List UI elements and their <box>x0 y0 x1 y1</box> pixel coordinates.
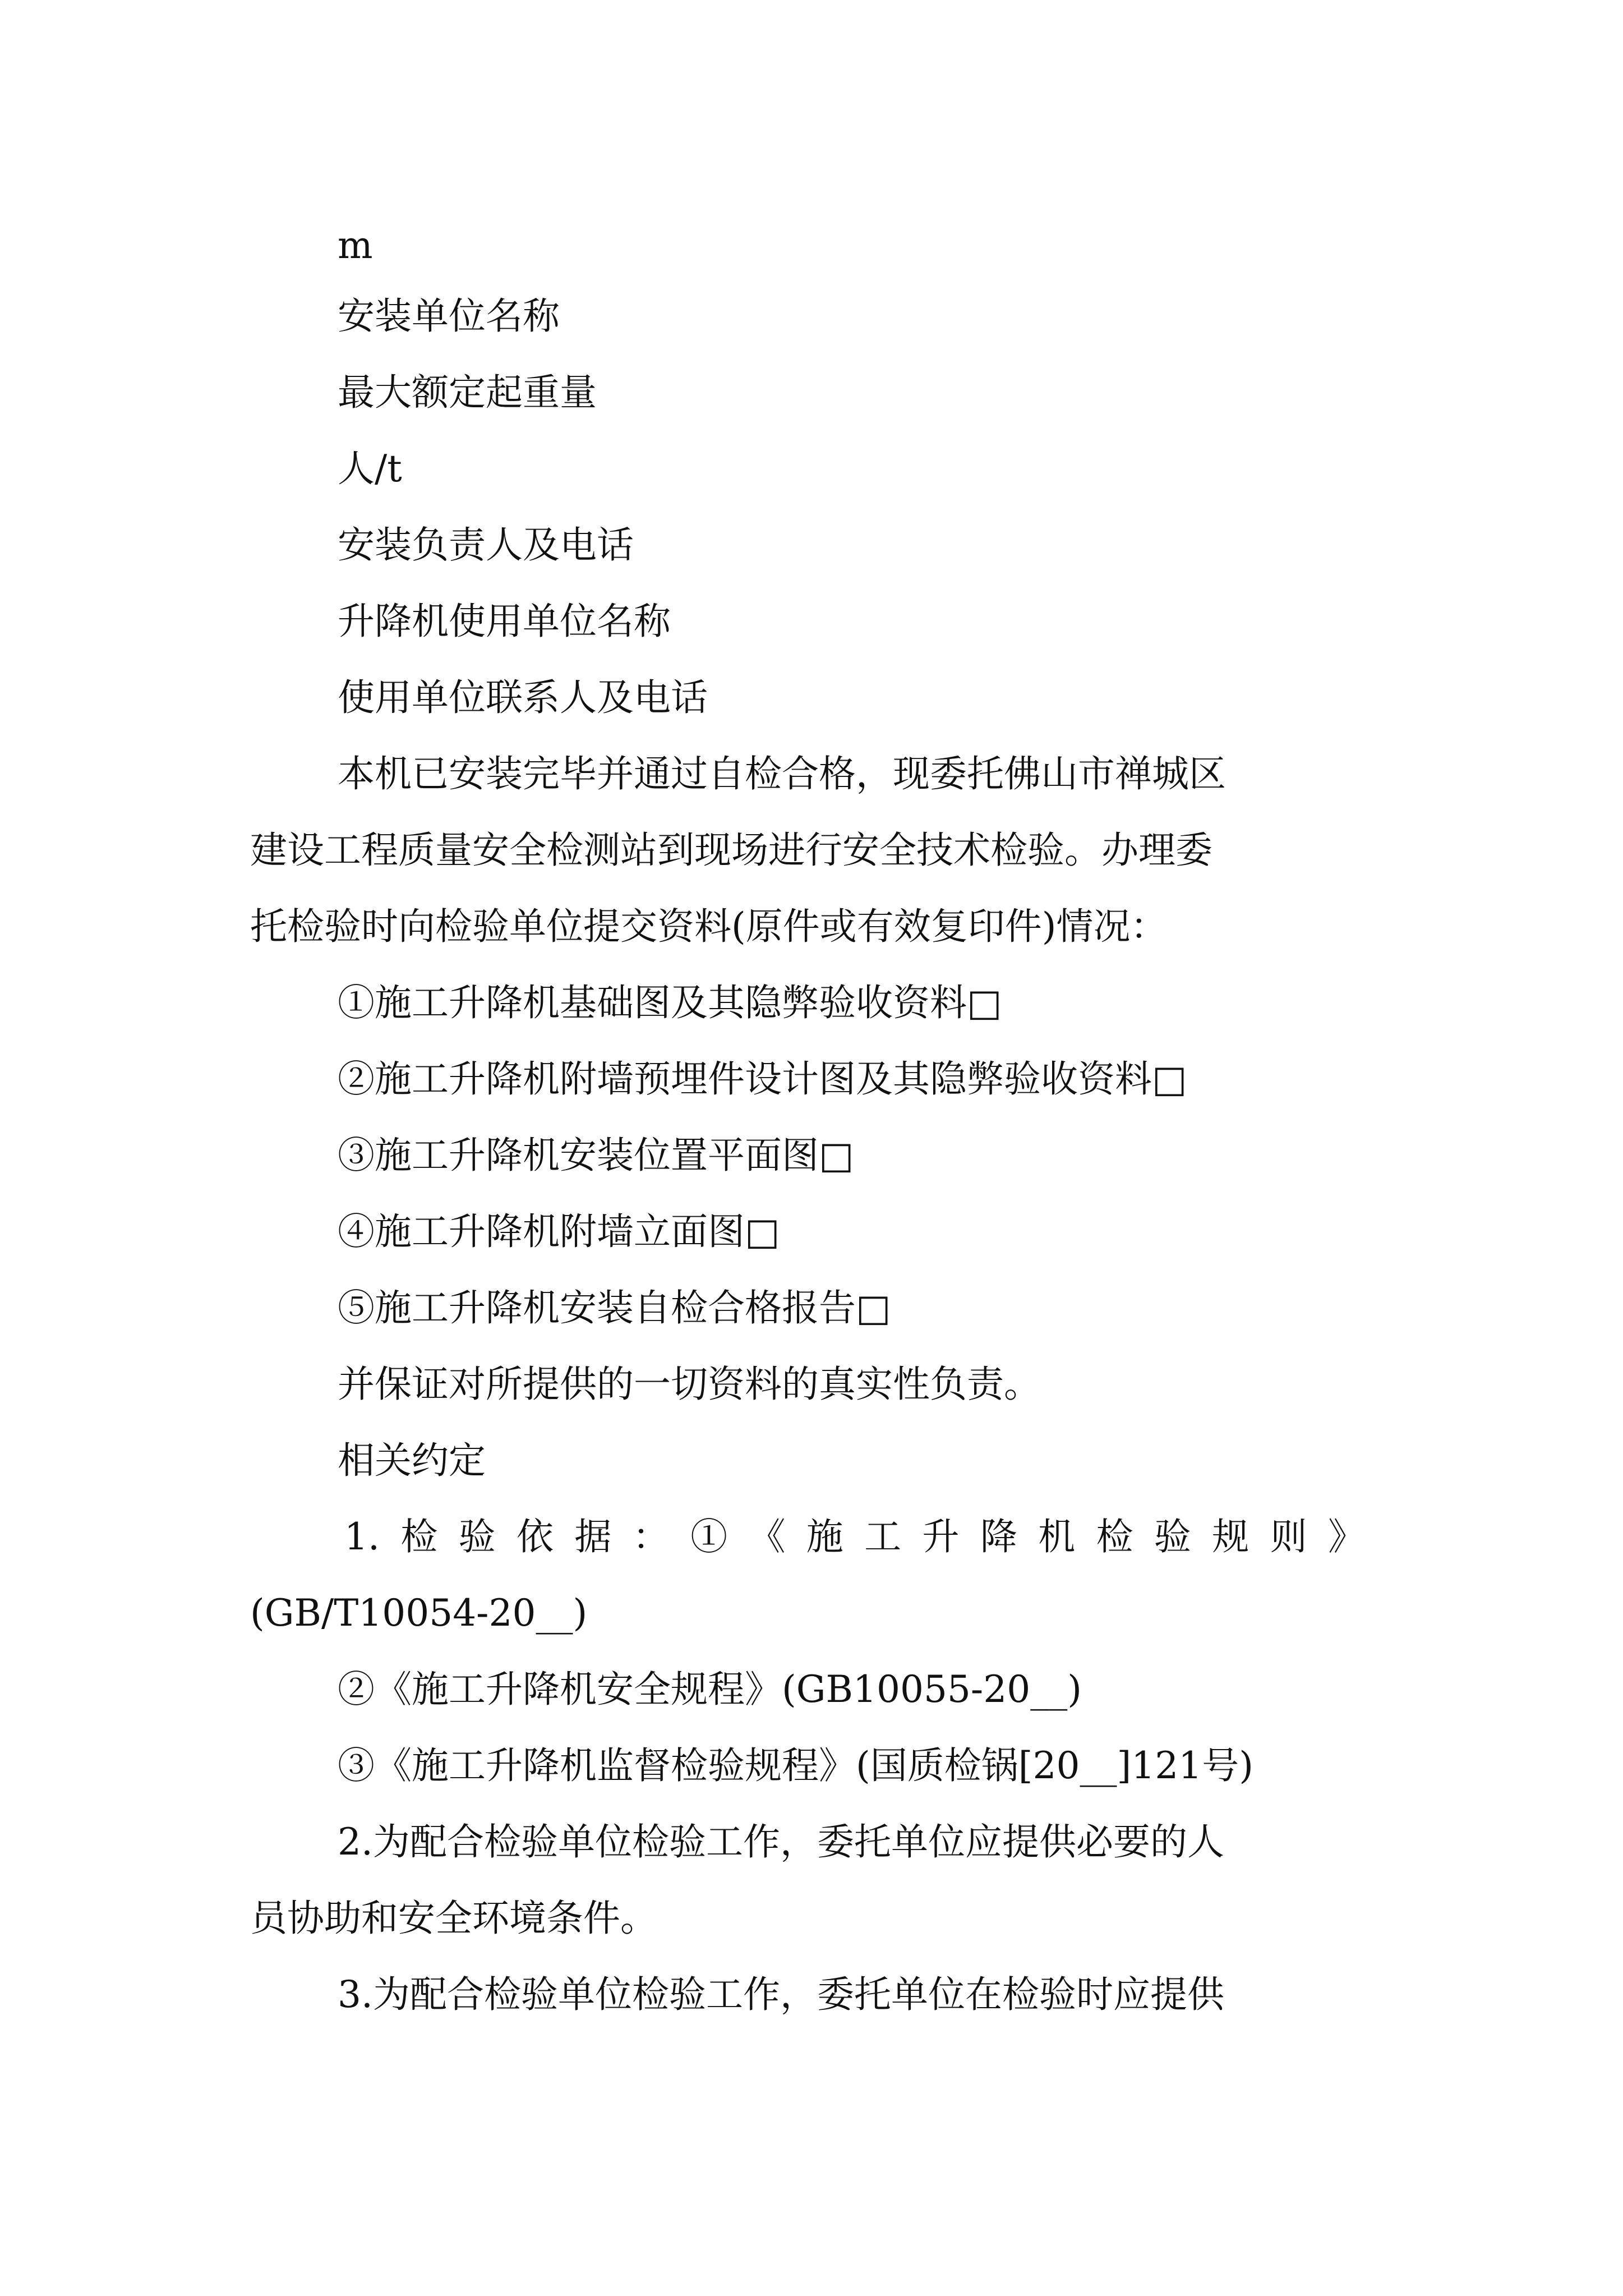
agreement-2-line-2: 员协助和安全环境条件。 <box>250 1897 657 1940</box>
text-line-unit-persons-t: 人/t <box>338 447 402 490</box>
text-line-unit-m: m <box>338 224 373 267</box>
text-line-max-rated-load: 最大额定起重量 <box>338 371 597 414</box>
text-line-install-unit-name: 安装单位名称 <box>338 295 560 338</box>
text-line-user-unit-name: 升降机使用单位名称 <box>338 600 671 643</box>
basis-line-1: 1.检验依据：①《施工升降机检验规则》 <box>344 1515 1365 1558</box>
document-item-4: ④施工升降机附墙立面图□ <box>338 1210 780 1253</box>
text-line-install-contact: 安装负责人及电话 <box>338 523 634 567</box>
text-line-authenticity: 并保证对所提供的一切资料的真实性负责。 <box>338 1363 1041 1406</box>
paragraph-commission-line-3: 托检验时向检验单位提交资料(原件或有效复印件)情况： <box>250 905 1168 948</box>
document-item-2: ②施工升降机附墙预埋件设计图及其隐弊验收资料□ <box>338 1057 1187 1101</box>
paragraph-commission-line-1: 本机已安装完毕并通过自检合格，现委托佛山市禅城区 <box>338 752 1226 795</box>
paragraph-commission-line-2: 建设工程质量安全检测站到现场进行安全技术检验。办理委 <box>250 829 1212 872</box>
basis-line-1-standard: (GB/T10054-20__) <box>250 1591 588 1635</box>
agreement-3-line-1: 3.为配合检验单位检验工作，委托单位在检验时应提供 <box>338 1973 1224 2016</box>
basis-line-3: ③《施工升降机监督检验规程》(国质检锅[20__]121号) <box>338 1744 1253 1787</box>
section-heading-agreements: 相关约定 <box>338 1439 486 1482</box>
basis-line-2: ②《施工升降机安全规程》(GB10055-20__) <box>338 1668 1082 1711</box>
document-item-5: ⑤施工升降机安装自检合格报告□ <box>338 1286 891 1329</box>
agreement-2-line-1: 2.为配合检验单位检验工作，委托单位应提供必要的人 <box>338 1820 1224 1864</box>
document-item-3: ③施工升降机安装位置平面图□ <box>338 1134 854 1177</box>
document-item-1: ①施工升降机基础图及其隐弊验收资料□ <box>338 981 1002 1024</box>
text-line-user-contact: 使用单位联系人及电话 <box>338 676 708 719</box>
